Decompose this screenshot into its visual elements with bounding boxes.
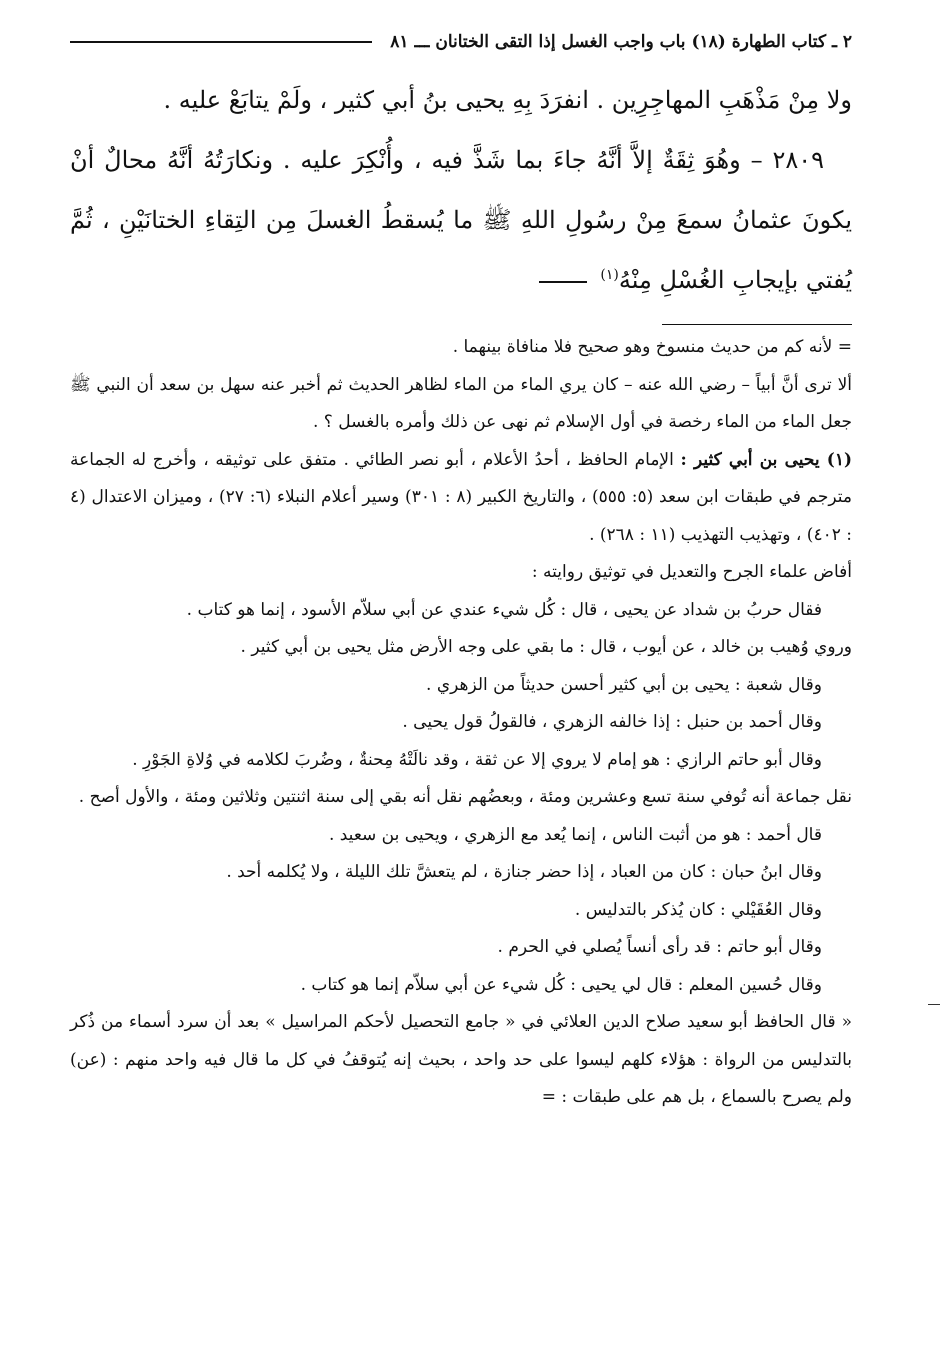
page-edge-mark: [928, 1004, 940, 1005]
footnote-1-text: الإمام الحافظ ، أحدُ الأعلام ، أبو نصر الطائي . متفق على توثيقه ، وأخرج له الجماعة مترجم في طبقات ابن سعد (٥: ٥٥٥) ، والتاريخ الكبير (٨ : ٣٠١) وسير أعلام النبلاء (٦: ٢٧) ، وميزان الاعتدال (٤ : ٤٠٢) ، وتهذيب التهذيب (١١ : ٢٦٨) .: [70, 449, 853, 545]
main-paragraph-2-text: ٢٨٠٩ – وهُوَ ثِقَةٌ إلاَّ أنَّهُ جاءَ بما شَذَّ فيه ، وأُنْكِرَ عليه . ونكارَتُهُ أنَّهُ محالٌ أنْ يكونَ عثمانُ سمعَ مِنْ رسُولِ اللهِ ﷺ ما يُسقطُ الغسلَ مِن التِقاءِ الختانَيْنِ ، ثُمَّ يُفتي بإيجابِ الغُسْلِ مِنْهُ: [70, 146, 852, 294]
footnote-line: وقال ابنُ حبان : كان من العباد ، إذا حضر جنازة ، لم يتعشَّ تلك الليلة ، ولا يُكلمه أحد .: [226, 862, 822, 882]
footnote-line: ألا ترى أنَّ أبياً – رضي الله عنه – كان يري الماء من الماء لظاهر الحديث ثم أخبر عنه سهل بن سعد أن النبي ﷺ جعل الماء من الماء رخصة في أول الإسلام ثم نهى عن ذلك وأمره بالغسل ؟ .: [70, 374, 852, 432]
footnote-line: وقال أبو حاتم الرازي : هو إمام لا يروي إلا عن ثقة ، وقد نالَتْهُ مِحنةٌ ، وضُربَ لكلامه في وُلاةِ الجَوْرِ .: [132, 749, 822, 770]
main-text: [70, 70, 852, 310]
running-header: [70, 22, 852, 62]
footnote-line: = لأنه كم من حديث منسوخ وهو صحيح فلا منافاة بينهما .: [452, 337, 852, 357]
footnote-line: وروي وُهيب بن خالد ، عن أيوب ، قال : ما بقي على وجه الأرض مثل يحيى بن أبي كثير .: [240, 637, 852, 657]
footnote-line: قال أحمد : هو من أثبت الناس ، إنما يُعد مع الزهري ، ويحيى بن سعيد .: [328, 824, 822, 845]
header-text: ٢ ـ كتاب الطهارة (١٨) باب واجب الغسل إذا التقى الختانان ـــ ٨١: [390, 32, 852, 52]
footnote-line: وقال أحمد بن حنبل : إذا خالفه الزهري ، فالقولُ قول يحيى .: [402, 712, 822, 732]
footnote-line: فقال حربُ بن شداد عن يحيى ، قال : كُل شيء عندي عن أبي سلاّم الأسود ، إنما هو كتاب .: [186, 599, 822, 620]
main-paragraph-1: ولا مِنْ مَذْهَبِ المهاجِرِين . انفرَدَ بِهِ يحيى بنُ أبي كثير ، ولَمْ يتابَعْ عليه .: [163, 86, 852, 114]
footnote-line: نقل جماعة أنه تُوفي سنة تسع وعشرين ومئة ، وبعضُهم نقل أنه بقي إلى سنة اثنتين وثلاثين ومئة ، والأول أصح .: [78, 787, 852, 807]
footnote-line: وقال أبو حاتم : قد رأى أنساً يُصلي في الحرم .: [497, 937, 822, 957]
footnote-line: « قال الحافظ أبو سعيد صلاح الدين العلائي في « جامع التحصيل لأحكم المراسيل » بعد أن سرد أسماء من ذُكر بالتدليس من الرواة : هؤلاء كلهم ليسوا على حد واحد ، بحيث إنه يُتوقفُ في كل ما قال فيه واحد منهم : (عن) ولم يصرح بالسماع ، بل هم على طبقات : =: [70, 1012, 852, 1107]
footnote-line: وقال شعبة : يحيى بن أبي كثير أحسن حديثاً من الزهري .: [426, 674, 822, 695]
footnote-line: وقال حُسين المعلم : قال لي يحيى : كُل شيء عن أبي سلاّم إنما هو كتاب .: [300, 974, 822, 995]
footnote-line: وقال العُقَيْلي : كان يُذكر بالتدليس .: [574, 899, 822, 920]
footnotes: [70, 329, 852, 1117]
main-paragraph-2: [70, 130, 852, 310]
footnote-1: [70, 442, 852, 555]
book-page: [70, 22, 852, 1117]
header-rule: [70, 41, 372, 43]
paragraph-end-mark: [539, 281, 587, 283]
footnote-reference: (١): [600, 267, 619, 283]
footnote-1-label: (١) يحيى بن أبي كثير :: [680, 449, 852, 470]
footnote-separator: [662, 324, 852, 325]
footnote-line: أفاض علماء الجرح والتعديل في توثيق روايته :: [531, 562, 852, 582]
